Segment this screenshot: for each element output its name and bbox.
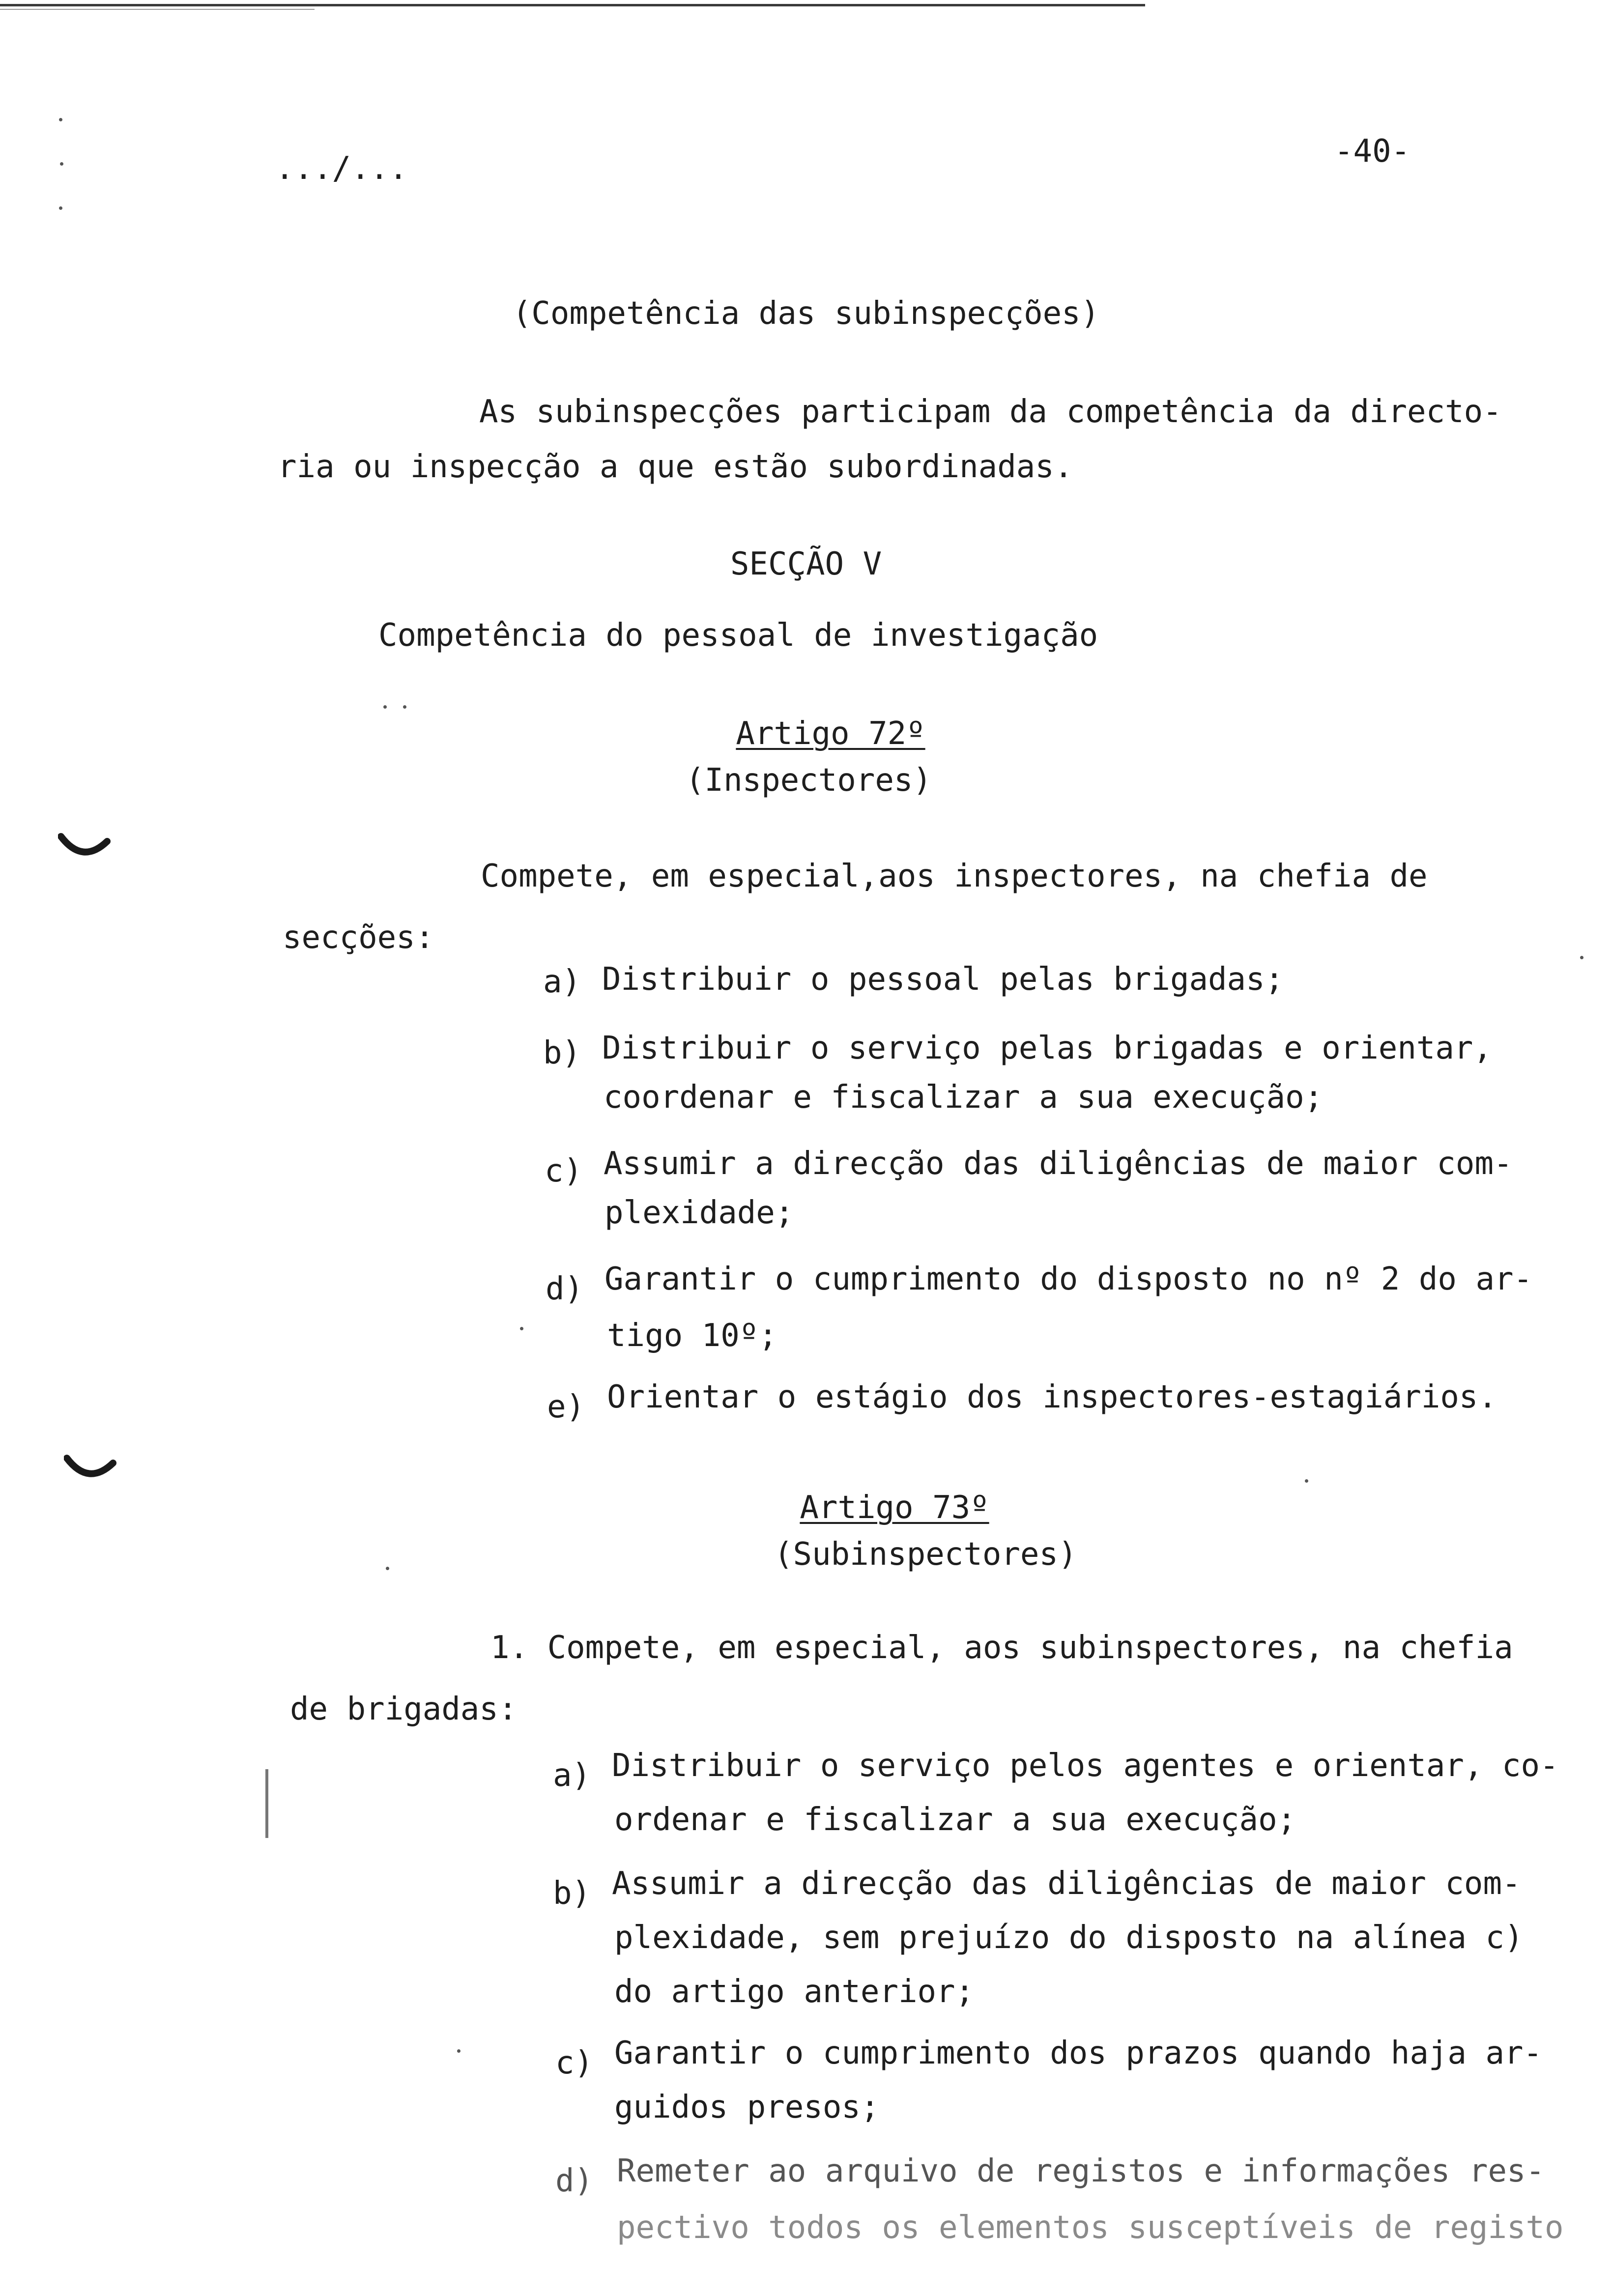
- list-marker: a): [553, 1757, 591, 1794]
- list-item-text: Distribuir o serviço pelas brigadas e orientar,: [602, 1030, 1492, 1066]
- list-item-text: Orientar o estágio dos inspectores-estagiários.: [607, 1379, 1497, 1415]
- binding-hole-mark-upper: [58, 831, 112, 870]
- speck: [1580, 956, 1583, 959]
- list-marker: e): [547, 1389, 585, 1425]
- page-number: -40-: [1334, 133, 1410, 170]
- article-title: Artigo 73º: [800, 1490, 989, 1526]
- list-item-text: Distribuir o serviço pelos agentes e orientar, co-: [612, 1748, 1559, 1784]
- list-marker: b): [543, 1035, 581, 1071]
- article-intro: de brigadas:: [290, 1691, 518, 1727]
- list-item-text: tigo 10º;: [607, 1318, 777, 1354]
- speck: [403, 705, 406, 709]
- section-heading: (Competência das subinspecções): [512, 295, 1100, 332]
- list-item-text: plexidade;: [604, 1195, 794, 1231]
- article-intro: Compete, em especial,aos inspectores, na chefia de: [481, 858, 1428, 894]
- article-subtitle: (Subinspectores): [774, 1536, 1077, 1573]
- speck: [1305, 1479, 1308, 1483]
- list-item-text: ordenar e fiscalizar a sua execução;: [614, 1802, 1296, 1838]
- scan-top-rule: [0, 4, 1145, 6]
- speck: [383, 705, 387, 709]
- scan-top-rule-faint: [0, 9, 315, 10]
- speck: [457, 2049, 461, 2053]
- speck: [59, 118, 62, 121]
- list-item-text: coordenar e fiscalizar a sua execução;: [604, 1079, 1324, 1116]
- continuation-mark: .../...: [275, 150, 408, 187]
- speck: [59, 206, 62, 210]
- list-item-text: plexidade, sem prejuízo do disposto na alínea c): [614, 1920, 1524, 1956]
- list-item-text: Garantir o cumprimento dos prazos quando haja ar-: [614, 2035, 1543, 2071]
- speck: [386, 1567, 389, 1570]
- list-marker: d): [546, 1271, 584, 1307]
- section-title: SECÇÃO V: [730, 546, 882, 582]
- paragraph-text: As subinspecções participam da competência da directo-: [479, 394, 1502, 430]
- list-marker: d): [555, 2163, 594, 2199]
- article-intro: 1. Compete, em especial, aos subinspectores, na chefia: [490, 1630, 1513, 1666]
- list-marker: a): [543, 964, 581, 1000]
- list-marker: c): [545, 1153, 583, 1189]
- margin-bracket-mark: [265, 1769, 268, 1838]
- list-item-text: guidos presos;: [614, 2089, 880, 2125]
- article-intro: secções:: [283, 919, 434, 956]
- list-marker: b): [553, 1875, 591, 1912]
- list-marker: c): [555, 2045, 594, 2081]
- list-item-text: pectivo todos os elementos susceptíveis de registo: [617, 2210, 1564, 2246]
- article-subtitle: (Inspectores): [686, 762, 932, 799]
- list-item-text: Garantir o cumprimento do disposto no nº 2 do ar-: [604, 1261, 1533, 1297]
- paragraph-line: ria ou inspecção a que estão subordinadas.: [278, 449, 1073, 485]
- binding-hole-mark-lower: [64, 1452, 118, 1492]
- article-title: Artigo 72º: [736, 716, 925, 752]
- list-item-text: Assumir a direcção das diligências de maior com-: [604, 1146, 1513, 1182]
- speck: [60, 162, 63, 166]
- section-subtitle: Competência do pessoal de investigação: [378, 617, 1098, 654]
- list-item-text: do artigo anterior;: [614, 1974, 975, 2010]
- speck: [520, 1327, 523, 1330]
- list-item-text: Remeter ao arquivo de registos e informações res-: [617, 2153, 1545, 2189]
- list-item-text: Distribuir o pessoal pelas brigadas;: [602, 961, 1284, 998]
- list-item-text: Assumir a direcção das diligências de maior com-: [612, 1866, 1521, 1902]
- paragraph-line: [479, 393, 1538, 431]
